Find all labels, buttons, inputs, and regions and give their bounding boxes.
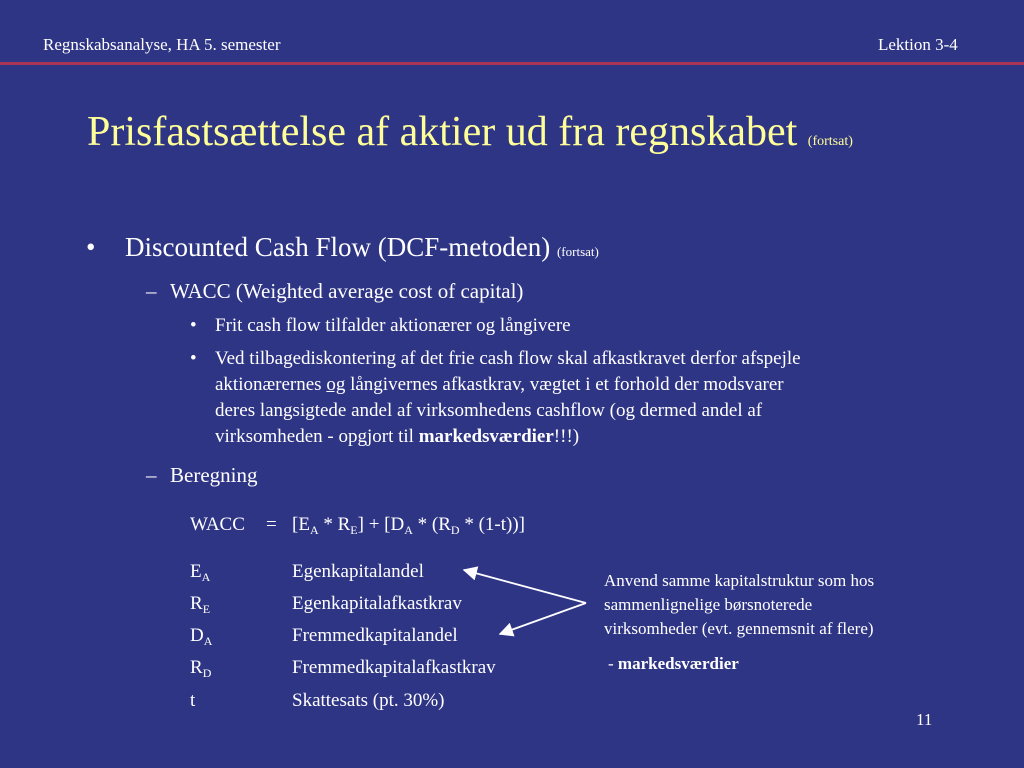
formula-lhs: WACC <box>190 514 245 535</box>
note-line: sammenlignelige børsnoterede <box>604 595 813 614</box>
def-symbol: $D_A$ <box>190 625 213 648</box>
paragraph-line: Ved tilbagediskontering af det frie cash flow skal afkastkravet derfor afspejle <box>215 348 801 369</box>
bullet-marker: • <box>86 232 96 262</box>
sub-item-beregning: Beregning <box>170 463 258 487</box>
def-symbol: $E_A$ <box>190 561 211 584</box>
paragraph-line: aktionærernes og långivernes afkastkrav, vægtet i et forhold der modsvarer <box>215 374 784 395</box>
paragraph-line: virksomheden - opgjort til markedsværdier!!!) <box>215 426 580 447</box>
side-note <box>604 569 934 641</box>
formula-rhs: $[E_A * R_E] + [D_A * (R_D * (1-t))]$ <box>292 514 525 537</box>
def-description: Fremmedkapitalafkastkrav <box>292 657 496 678</box>
page-number: 11 <box>916 710 933 729</box>
bold-term: markedsværdier <box>617 654 739 673</box>
bullet-dcf-text: Discounted Cash Flow (DCF-metoden) <box>125 232 551 262</box>
dash-marker: – <box>146 463 157 487</box>
sub-sub-item: Frit cash flow tilfalder aktionærer og långivere <box>215 315 571 336</box>
paragraph-line: deres langsigtede andel af virksomhedens cashflow (og dermed andel af <box>215 400 763 421</box>
formula-equals: = <box>266 514 277 535</box>
def-symbol: $R_D$ <box>190 657 212 680</box>
def-description: Skattesats (pt. 30%) <box>292 690 445 711</box>
note-emphasis: - markedsværdier <box>608 654 739 673</box>
bold-term: markedsværdier <box>418 426 554 447</box>
sub-bullet-marker: • <box>190 315 197 336</box>
note-line: virksomheder (evt. gennemsnit af flere) <box>604 619 874 638</box>
course-header: Regnskabsanalyse, HA 5. semester <box>43 35 281 54</box>
def-description: Egenkapitalafkastkrav <box>292 593 462 614</box>
def-description: Egenkapitalandel <box>292 561 424 582</box>
slide-title-text: Prisfastsættelse af aktier ud fra regnskabet <box>87 109 798 155</box>
lecture-header: Lektion 3-4 <box>878 35 958 54</box>
underlined-word: og <box>326 374 346 395</box>
sub-item-wacc: WACC (Weighted average cost of capital) <box>170 279 524 303</box>
note-line: Anvend samme kapitalstruktur som hos <box>604 571 875 590</box>
slide-title-suffix: (fortsat) <box>807 134 853 149</box>
sub-bullet-marker: • <box>190 348 197 369</box>
dash-marker: – <box>146 279 157 303</box>
bullet-dcf-suffix: (fortsat) <box>556 244 599 259</box>
def-symbol: $R_E$ <box>190 593 211 616</box>
def-symbol: t <box>190 690 196 711</box>
def-description: Fremmedkapitalandel <box>292 625 458 646</box>
